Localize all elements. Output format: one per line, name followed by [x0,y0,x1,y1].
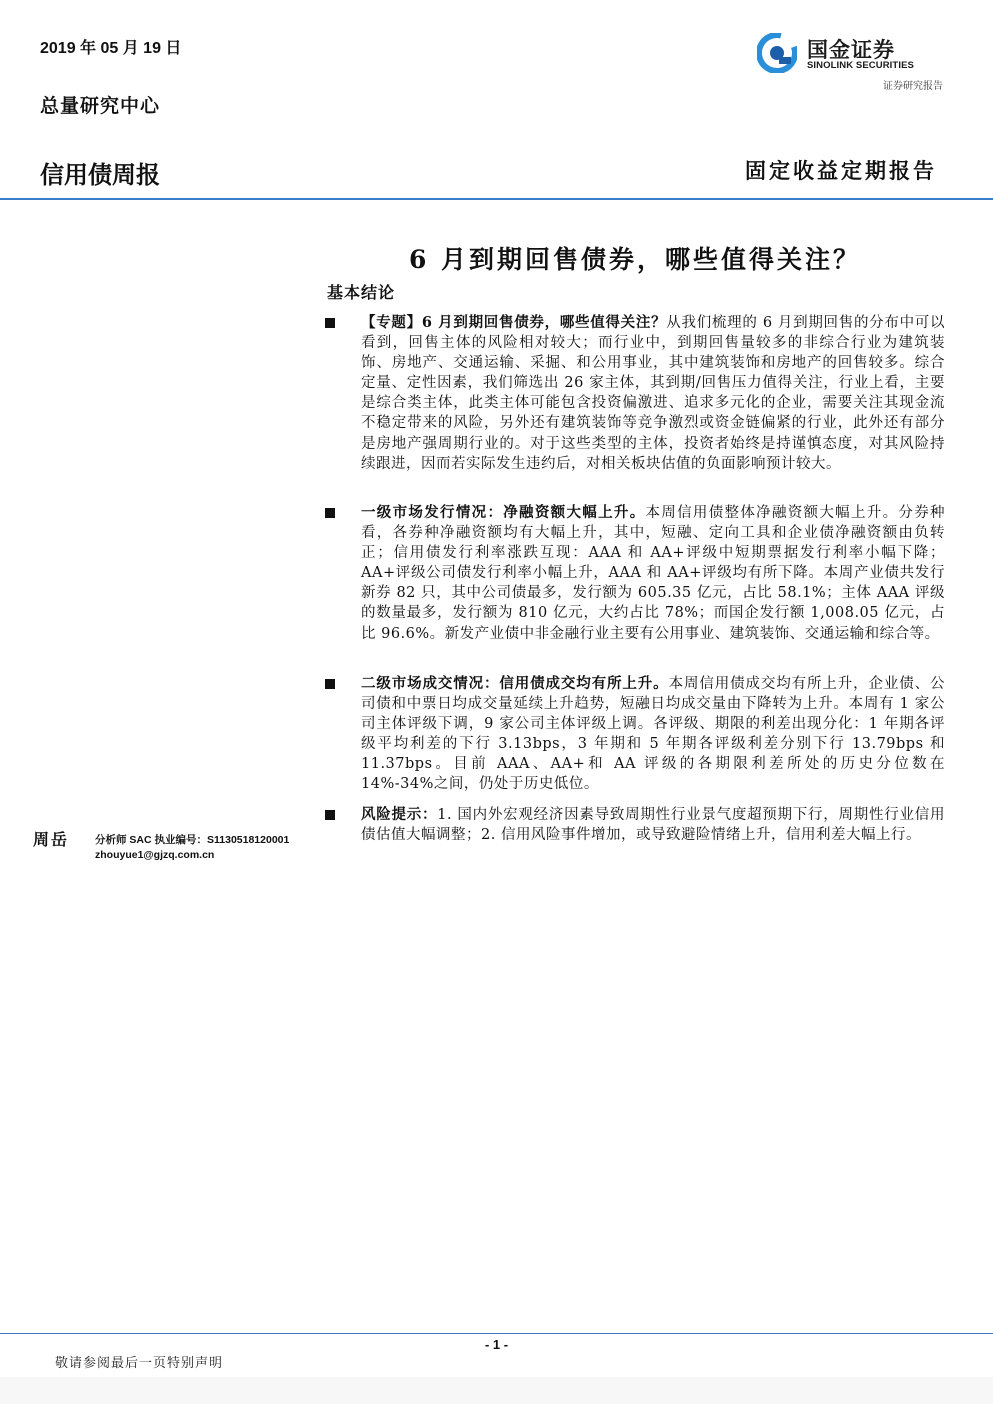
conclusion-body: 本周信用债整体净融资额大幅上升。分券种看，各券种净融资额均有大幅上升，其中，短融、定向工具和企业债净融资额由负转正；信用债发行利率涨跌互现：AAA 和 AA+评级中短期票据发行利率小幅下降；AA+评级公司债发行利率小幅上升，AAA 和 AA+评级均有所下降。本周产业债共发行新券 82 只，其中公司债最多，发行额为 605.35 亿元，占比 58.1%；主体 AAA 评级的数量最多，发行额为 810 亿元，大约占比 78%；而国企发行额 1,008.05 亿元，占比 96.6%。新发产业债中非金融行业主要有公用事业、建筑装饰、交通运输和综合等。 [361,505,945,642]
department-name: 总量研究中心 [40,95,161,117]
conclusion-lead: 风险提示： [361,806,438,823]
conclusion-item [325,313,945,474]
report-date: 2019 年 05 月 19 日 [40,40,182,57]
footer-divider [0,1333,993,1334]
report-category: 固定收益定期报告 [745,158,937,183]
conclusion-item [325,503,945,644]
conclusion-text [361,805,945,845]
square-bullet-icon [325,318,335,328]
logo-subtitle: 证券研究报告 [883,81,943,92]
footer-disclaimer: 敬请参阅最后一页特别声明 [55,1356,224,1371]
conclusion-lead: 一级市场发行情况：净融资额大幅上升。 [361,504,646,521]
square-bullet-icon [325,508,335,518]
conclusion-text [361,503,945,644]
square-bullet-icon [325,810,335,820]
conclusion-body: 从我们梳理的 6 月到期回售的分布中可以看到，回售主体的风险相对较大；而行业中，到期回售量较多的非综合行业为建筑装饰、房地产、交通运输、采掘、和公用事业，其中建筑装饰和房地产的回售较多。综合定量、定性因素，我们筛选出 26 家主体，其到期/回售压力值得关注，行业上看，主要是综合类主体，此类主体可能包含投资偏激进、追求多元化的企业，需要关注其现金流不稳定带来的风险，另外还有建筑装饰等竞争激烈或资金链偏紧的行业，此外还有部分是房地产强周期行业的。对于这些类型的主体，投资者始终是持谨慎态度，对其风险持续跟进，因而若实际发生违约后，对相关板块估值的负面影响预计较大。 [361,315,945,472]
analyst-credential: 分析师 SAC 执业编号：S1130518120001 [95,834,290,846]
conclusion-text [361,313,945,474]
square-bullet-icon [325,679,335,689]
report-type: 信用债周报 [40,161,160,189]
footer-band [0,1377,993,1404]
header-divider [0,198,993,200]
analyst-info [95,833,289,863]
company-logo [757,33,943,75]
conclusion-item [325,805,945,845]
conclusion-lead: 二级市场成交情况：信用债成交均有所上升。 [361,675,669,692]
section-label: 基本结论 [327,283,396,302]
conclusion-lead: 【专题】6 月到期回售债券，哪些值得关注？ [361,314,667,331]
conclusion-body: 1. 国内外宏观经济因素导致周期性行业景气度超预期下行，周期性行业信用债估值大幅调整；2. 信用风险事件增加，或导致避险情绪上升，信用利差大幅上行。 [361,807,945,844]
conclusion-item [325,674,945,795]
logo-mark-icon [757,33,797,73]
page-number: - 1 - [484,1337,509,1352]
conclusion-text [361,674,945,795]
analyst-name: 周岳 [33,830,70,849]
conclusion-body: 本周信用债成交均有所上升，企业债、公司债和中票日均成交量延续上升趋势，短融日均成交量由下降转为上升。本周有 1 家公司主体评级下调，9 家公司主体评级上调。各评级、期限的利差出现分化：1 年期各评级平均利差的下行 3.13bps，3 年期和 5 年期各评级利差分别下行 13.79bps 和 11.37bps。目前 AAA、AA+和 AA 评级的各期限利差所处的历史分位数在 14%-34%之间，仍处于历史低位。 [361,676,946,793]
report-title: 6 月到期回售债券，哪些值得关注？ [408,245,862,274]
logo-name-cn: 国金证券 [807,38,895,62]
logo-name-en: SINOLINK SECURITIES [807,60,914,71]
analyst-email[interactable]: zhouyue1@gjzq.com.cn [95,849,215,861]
